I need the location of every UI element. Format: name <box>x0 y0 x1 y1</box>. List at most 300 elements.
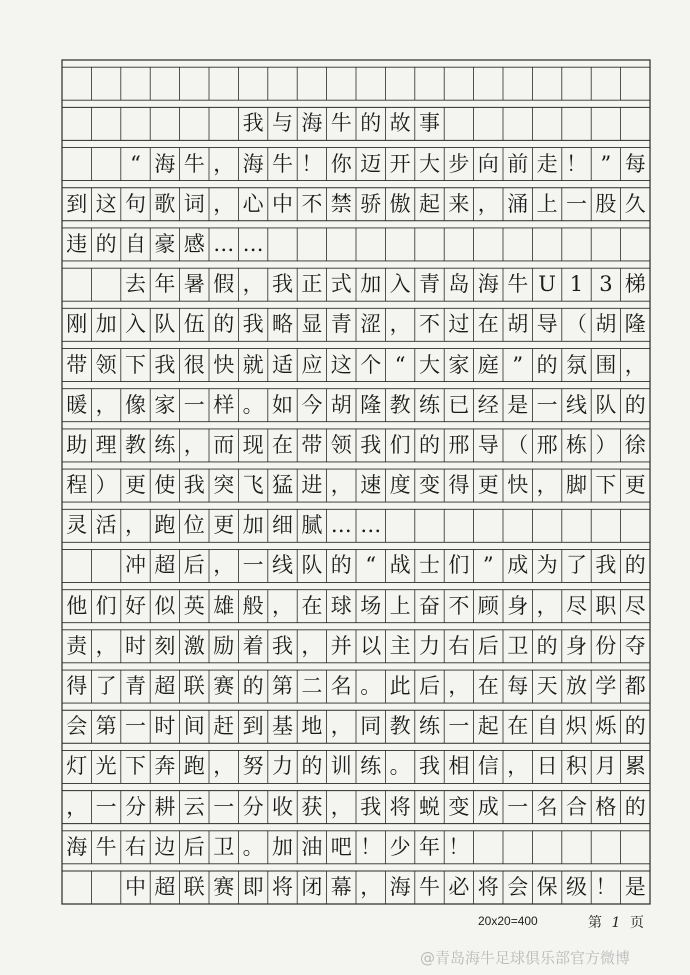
grid-character: 的 <box>301 754 323 779</box>
grid-character: （ <box>565 312 587 337</box>
grid-character: 会 <box>507 875 529 899</box>
grid-character: 了 <box>565 553 587 578</box>
grid-character: 牛 <box>418 875 440 899</box>
grid-character: 入 <box>124 312 146 337</box>
grid-character: ！ <box>595 875 617 899</box>
grid-character: 下 <box>124 352 146 377</box>
grid-character: 分 <box>124 794 146 819</box>
grid-character: “ <box>365 553 377 578</box>
grid-character: 我 <box>183 473 205 498</box>
grid-character: 云 <box>183 794 205 819</box>
grid-character: 岛 <box>448 272 470 297</box>
grid-character: … <box>330 513 352 538</box>
grid-character: 豪 <box>154 231 176 256</box>
grid-character: 久 <box>624 191 646 216</box>
grid-character: 你 <box>330 151 352 176</box>
grid-character: 学 <box>595 674 617 699</box>
grid-character: 以 <box>360 633 382 658</box>
grid-character: 围 <box>595 352 617 377</box>
grid-character: ） <box>95 473 117 498</box>
grid-character: 暖 <box>66 392 88 417</box>
grid-character: 教 <box>124 432 146 457</box>
grid-character: 栋 <box>565 432 587 457</box>
grid-character: 这 <box>330 352 352 377</box>
grid-character: 获 <box>301 794 323 819</box>
grid-character: 刻 <box>154 633 176 658</box>
grid-character: 导 <box>536 312 558 337</box>
grid-character: 自 <box>124 231 146 256</box>
grid-character: 过 <box>448 312 470 337</box>
watermark: @青岛海牛足球俱乐部官方微博 <box>420 949 631 967</box>
grid-character: 的 <box>624 714 646 739</box>
grid-character: 前 <box>507 151 529 176</box>
grid-character: 飞 <box>242 473 264 498</box>
grid-character: ！ <box>448 834 470 859</box>
grid-character: … <box>213 231 235 256</box>
grid-character: 在 <box>507 714 529 739</box>
grid-character: 身 <box>507 593 529 618</box>
grid-character: 得 <box>66 674 88 699</box>
grid-character: 球 <box>330 593 352 618</box>
grid-character: 腻 <box>301 513 323 538</box>
grid-character: 的 <box>536 633 558 658</box>
grid-character: 力 <box>418 633 440 658</box>
grid-character: 将 <box>271 875 293 899</box>
grid-character: 教 <box>389 392 411 417</box>
grid-character: 份 <box>595 633 617 658</box>
grid-character: 幕 <box>330 875 352 899</box>
grid-character: 梯 <box>624 272 646 297</box>
grid-character: 是 <box>507 392 529 417</box>
grid-character: 主 <box>389 633 411 658</box>
grid-character: 夺 <box>624 633 646 658</box>
grid-character: 很 <box>183 352 205 377</box>
grid-character: ， <box>213 151 235 176</box>
grid-character: 胡 <box>595 312 617 337</box>
grid-character: 责 <box>66 633 88 658</box>
grid-character: ， <box>213 191 235 216</box>
grid-character: ！ <box>360 834 382 859</box>
grid-character: ， <box>330 473 352 498</box>
grid-character: 入 <box>389 272 411 297</box>
grid-character: 猛 <box>271 473 293 498</box>
grid-character: 赛 <box>213 875 235 899</box>
grid-character: 到 <box>242 714 264 739</box>
grid-character: 青 <box>330 312 352 337</box>
grid-character: 烁 <box>595 714 617 739</box>
grid-character: 一 <box>536 392 558 417</box>
grid-character: 带 <box>66 352 88 377</box>
grid-character: 中 <box>124 875 146 899</box>
grid-character: 我 <box>418 754 440 779</box>
grid-character: 力 <box>271 754 293 779</box>
grid-character: 地 <box>301 714 323 739</box>
grid-character: 此 <box>389 674 411 699</box>
grid-character: ， <box>536 473 558 498</box>
grid-character: 一 <box>242 553 264 578</box>
grid-character: 将 <box>389 794 411 819</box>
grid-character: 队 <box>595 392 617 417</box>
grid-character: 每 <box>624 151 646 176</box>
grid-character: ” <box>600 151 612 176</box>
grid-character: 来 <box>448 191 470 216</box>
grid-character: 起 <box>477 714 499 739</box>
grid-character: 基 <box>271 714 293 739</box>
page-indicator <box>588 912 644 932</box>
grid-character: 不 <box>301 191 323 216</box>
grid-character: 而 <box>213 432 235 457</box>
grid-character: 度 <box>389 473 411 498</box>
grid-character: 的 <box>213 312 235 337</box>
grid-character: 尽 <box>565 593 587 618</box>
grid-character: ， <box>271 593 293 618</box>
grid-character: 1 <box>569 272 584 297</box>
grid-character: 雄 <box>213 593 235 618</box>
grid-character: 正 <box>301 272 323 297</box>
grid-character: ， <box>624 352 646 377</box>
grid-character: 经 <box>477 392 499 417</box>
grid-character: ， <box>507 754 529 779</box>
grid-character: 励 <box>213 633 235 658</box>
grid-character: 海 <box>66 834 88 859</box>
grid-character: 应 <box>301 352 323 377</box>
grid-character: 闭 <box>301 875 323 899</box>
grid-character: “ <box>394 352 406 377</box>
grid-character: 奋 <box>418 593 440 618</box>
grid-character: 了 <box>95 674 117 699</box>
grid-character: 队 <box>154 312 176 337</box>
grid-character: 导 <box>477 432 499 457</box>
grid-character: 赶 <box>213 714 235 739</box>
grid-character: 相 <box>448 754 470 779</box>
grid-character: 徐 <box>624 432 646 457</box>
grid-character: 身 <box>565 633 587 658</box>
grid-character: 年 <box>418 834 440 859</box>
grid-character: 我 <box>271 633 293 658</box>
grid-character: 涌 <box>507 191 529 216</box>
grid-character: ” <box>482 553 494 578</box>
grid-character: 向 <box>477 151 499 176</box>
grid-character: 牛 <box>95 834 117 859</box>
grid-character: 暑 <box>183 272 205 297</box>
page-number: 1 <box>611 915 621 931</box>
grid-character: 分 <box>242 794 264 819</box>
grid-character: 脚 <box>565 473 587 498</box>
grid-character: 的 <box>242 674 264 699</box>
grid-character: ， <box>330 714 352 739</box>
grid-character: 的 <box>330 553 352 578</box>
grid-character: 下 <box>124 754 146 779</box>
grid-character: 保 <box>536 875 558 899</box>
grid-character: 海 <box>389 875 411 899</box>
grid-character: 的 <box>360 111 382 136</box>
grid-character: 得 <box>448 473 470 498</box>
grid-character: 炽 <box>565 714 587 739</box>
grid-character: 超 <box>154 674 176 699</box>
grid-character: 大 <box>418 151 440 176</box>
grid-character: ， <box>477 191 499 216</box>
grid-character: 骄 <box>360 191 382 216</box>
grid-character: 使 <box>154 473 176 498</box>
grid-character: 灯 <box>66 754 88 779</box>
grid-character: 胡 <box>330 392 352 417</box>
grid-character: 句 <box>124 191 146 216</box>
grid-character: 战 <box>389 553 411 578</box>
grid-character: 好 <box>124 593 146 618</box>
grid-character: 时 <box>124 633 146 658</box>
grid-character: 步 <box>448 151 470 176</box>
grid-character: 卫 <box>213 834 235 859</box>
grid-character: ， <box>183 432 205 457</box>
grid-character: 年 <box>154 272 176 297</box>
grid-character: 牛 <box>330 111 352 136</box>
grid-character: 禁 <box>330 191 352 216</box>
grid-character: 月 <box>595 754 617 779</box>
grid-character: 海 <box>242 151 264 176</box>
grid-character: 队 <box>301 553 323 578</box>
grid-character: 心 <box>242 191 264 216</box>
grid-character: 后 <box>418 674 440 699</box>
grid-character: ， <box>95 633 117 658</box>
grid-character: 邢 <box>536 432 558 457</box>
grid-character: 第 <box>95 714 117 739</box>
grid-character: 青 <box>124 674 146 699</box>
page-prefix: 第 <box>588 915 602 931</box>
grid-character: 是 <box>624 875 646 899</box>
grid-character: 的 <box>536 352 558 377</box>
grid-character: 开 <box>389 151 411 176</box>
grid-character: 级 <box>565 875 587 899</box>
grid-character: 卫 <box>507 633 529 658</box>
grid-character: 助 <box>66 432 88 457</box>
grid-character: 傲 <box>389 191 411 216</box>
grid-character: 一 <box>507 794 529 819</box>
grid-character: 个 <box>360 352 382 377</box>
grid-character: ” <box>512 352 524 377</box>
grid-character: 理 <box>95 432 117 457</box>
grid-character: 我 <box>360 432 382 457</box>
grid-character: 更 <box>124 473 146 498</box>
grid-character: 去 <box>124 272 146 297</box>
grid-character: 训 <box>330 754 352 779</box>
grid-character: ， <box>330 794 352 819</box>
grid-character: 违 <box>66 231 88 256</box>
grid-character: 更 <box>477 473 499 498</box>
grid-character: 合 <box>565 794 587 819</box>
grid-character: 故 <box>389 111 411 136</box>
grid-character: 词 <box>183 191 205 216</box>
grid-character: 海 <box>301 111 323 136</box>
grid-character: 的 <box>95 231 117 256</box>
grid-character: 的 <box>624 553 646 578</box>
grid-character: ， <box>66 794 88 819</box>
grid-character: ， <box>301 633 323 658</box>
grid-character: 不 <box>418 312 440 337</box>
grid-character: 感 <box>183 231 205 256</box>
grid-character: 英 <box>183 593 205 618</box>
grid-character: 跑 <box>154 513 176 538</box>
grid-character: 邢 <box>448 432 470 457</box>
grid-character: 必 <box>448 875 470 899</box>
grid-character: 略 <box>271 312 293 337</box>
grid-character: 。 <box>360 674 382 699</box>
grid-character: ， <box>213 754 235 779</box>
grid-character: 线 <box>271 553 293 578</box>
grid-character: 适 <box>271 352 293 377</box>
grid-character: 现 <box>242 432 264 457</box>
grid-character: ， <box>536 593 558 618</box>
grid-character: 隆 <box>624 312 646 337</box>
grid-character: 奔 <box>154 754 176 779</box>
grid-character: 名 <box>330 674 352 699</box>
grid-character: 格 <box>595 794 617 819</box>
grid-character: 积 <box>565 754 587 779</box>
grid-character: 跑 <box>183 754 205 779</box>
grid-character: 右 <box>448 633 470 658</box>
grid-character: 海 <box>477 272 499 297</box>
grid-character: 在 <box>477 312 499 337</box>
grid-character: 这 <box>95 191 117 216</box>
grid-character: 天 <box>536 674 558 699</box>
grid-character: 胡 <box>507 312 529 337</box>
grid-character: 我 <box>360 794 382 819</box>
grid-character: 油 <box>301 834 323 859</box>
page-suffix: 页 <box>630 915 644 931</box>
grid-spec-label: 20x20=400 <box>478 914 538 928</box>
grid-character: U <box>538 272 556 297</box>
grid-character: 领 <box>330 432 352 457</box>
grid-character: 今 <box>301 392 323 417</box>
grid-character: 激 <box>183 633 205 658</box>
grid-character: 歌 <box>154 191 176 216</box>
grid-character: 迈 <box>360 151 382 176</box>
grid-character: ， <box>389 312 411 337</box>
grid-character: 快 <box>507 473 529 498</box>
grid-character: 灵 <box>66 513 88 538</box>
grid-character: 起 <box>418 191 440 216</box>
grid-character: 在 <box>301 593 323 618</box>
grid-character: 冲 <box>124 553 146 578</box>
grid-character: 不 <box>448 593 470 618</box>
grid-character: 我 <box>154 352 176 377</box>
grid-character: 二 <box>301 674 323 699</box>
grid-character: 假 <box>213 272 235 297</box>
grid-character: 隆 <box>360 392 382 417</box>
grid-character: 收 <box>271 794 293 819</box>
grid-character: 后 <box>477 633 499 658</box>
grid-character: 练 <box>360 754 382 779</box>
grid-character: 赛 <box>213 674 235 699</box>
grid-character: 更 <box>624 473 646 498</box>
grid-character: 名 <box>536 794 558 819</box>
grid-character: 。 <box>242 834 264 859</box>
grid-character: 刚 <box>66 312 88 337</box>
grid-character: 细 <box>271 513 293 538</box>
grid-character: 式 <box>330 272 352 297</box>
grid-character: 边 <box>154 834 176 859</box>
grid-character: ） <box>595 432 617 457</box>
grid-character: 已 <box>448 392 470 417</box>
grid-character: 时 <box>154 714 176 739</box>
grid-character: 同 <box>360 714 382 739</box>
grid-character: 练 <box>418 392 440 417</box>
grid-character: ， <box>360 875 382 899</box>
grid-character: 变 <box>448 794 470 819</box>
grid-character: 突 <box>213 473 235 498</box>
grid-character: ， <box>448 674 470 699</box>
grid-character: 第 <box>271 674 293 699</box>
grid-character: 一 <box>183 392 205 417</box>
grid-character: 少 <box>389 834 411 859</box>
grid-character: 程 <box>66 473 88 498</box>
grid-character: 到 <box>66 191 88 216</box>
grid-character: 联 <box>183 875 205 899</box>
grid-character: 即 <box>242 875 264 899</box>
grid-character: 大 <box>418 352 440 377</box>
grid-character: 成 <box>477 794 499 819</box>
grid-character: 练 <box>418 714 440 739</box>
grid-character: （ <box>507 432 529 457</box>
grid-character: ， <box>242 272 264 297</box>
grid-character: 走 <box>536 151 558 176</box>
grid-character: … <box>360 513 382 538</box>
grid-character: 线 <box>565 392 587 417</box>
grid-character: 日 <box>536 754 558 779</box>
grid-character: ！ <box>301 151 323 176</box>
grid-character: 超 <box>154 875 176 899</box>
grid-character: 。 <box>389 754 411 779</box>
grid-character: 青 <box>418 272 440 297</box>
grid-character: 练 <box>154 432 176 457</box>
grid-character: 累 <box>624 754 646 779</box>
grid-character: 后 <box>183 553 205 578</box>
grid-character: 显 <box>301 312 323 337</box>
grid-character: 如 <box>271 392 293 417</box>
grid-character: 似 <box>154 593 176 618</box>
grid-character: 放 <box>565 674 587 699</box>
grid-character: 着 <box>242 633 264 658</box>
grid-character: ， <box>124 513 146 538</box>
grid-character: 我 <box>271 272 293 297</box>
grid-character: “ <box>130 151 141 176</box>
grid-character: 吧 <box>330 834 352 859</box>
grid-character: 我 <box>242 312 264 337</box>
grid-character: 一 <box>95 794 117 819</box>
grid-character: 加 <box>242 513 264 538</box>
grid-character: 后 <box>183 834 205 859</box>
grid-character: 会 <box>66 714 88 739</box>
grid-character: 将 <box>477 875 499 899</box>
grid-character: 。 <box>242 392 264 417</box>
grid-character: 活 <box>95 513 117 538</box>
grid-character: 成 <box>507 553 529 578</box>
grid-character: 家 <box>154 392 176 417</box>
grid-character: 他 <box>66 593 88 618</box>
grid-character: 一 <box>213 794 235 819</box>
grid-character: 快 <box>213 352 235 377</box>
grid-character: 氛 <box>565 352 587 377</box>
grid-character: 海 <box>154 151 176 176</box>
grid-character: 股 <box>595 191 617 216</box>
grid-character: 牛 <box>271 151 293 176</box>
grid-character: 我 <box>242 111 264 136</box>
grid-character: 都 <box>624 674 646 699</box>
grid-character: 的 <box>624 794 646 819</box>
grid-character: ！ <box>565 151 587 176</box>
grid-character: 样 <box>213 392 235 417</box>
grid-character: 教 <box>389 714 411 739</box>
grid-character: 涩 <box>360 312 382 337</box>
